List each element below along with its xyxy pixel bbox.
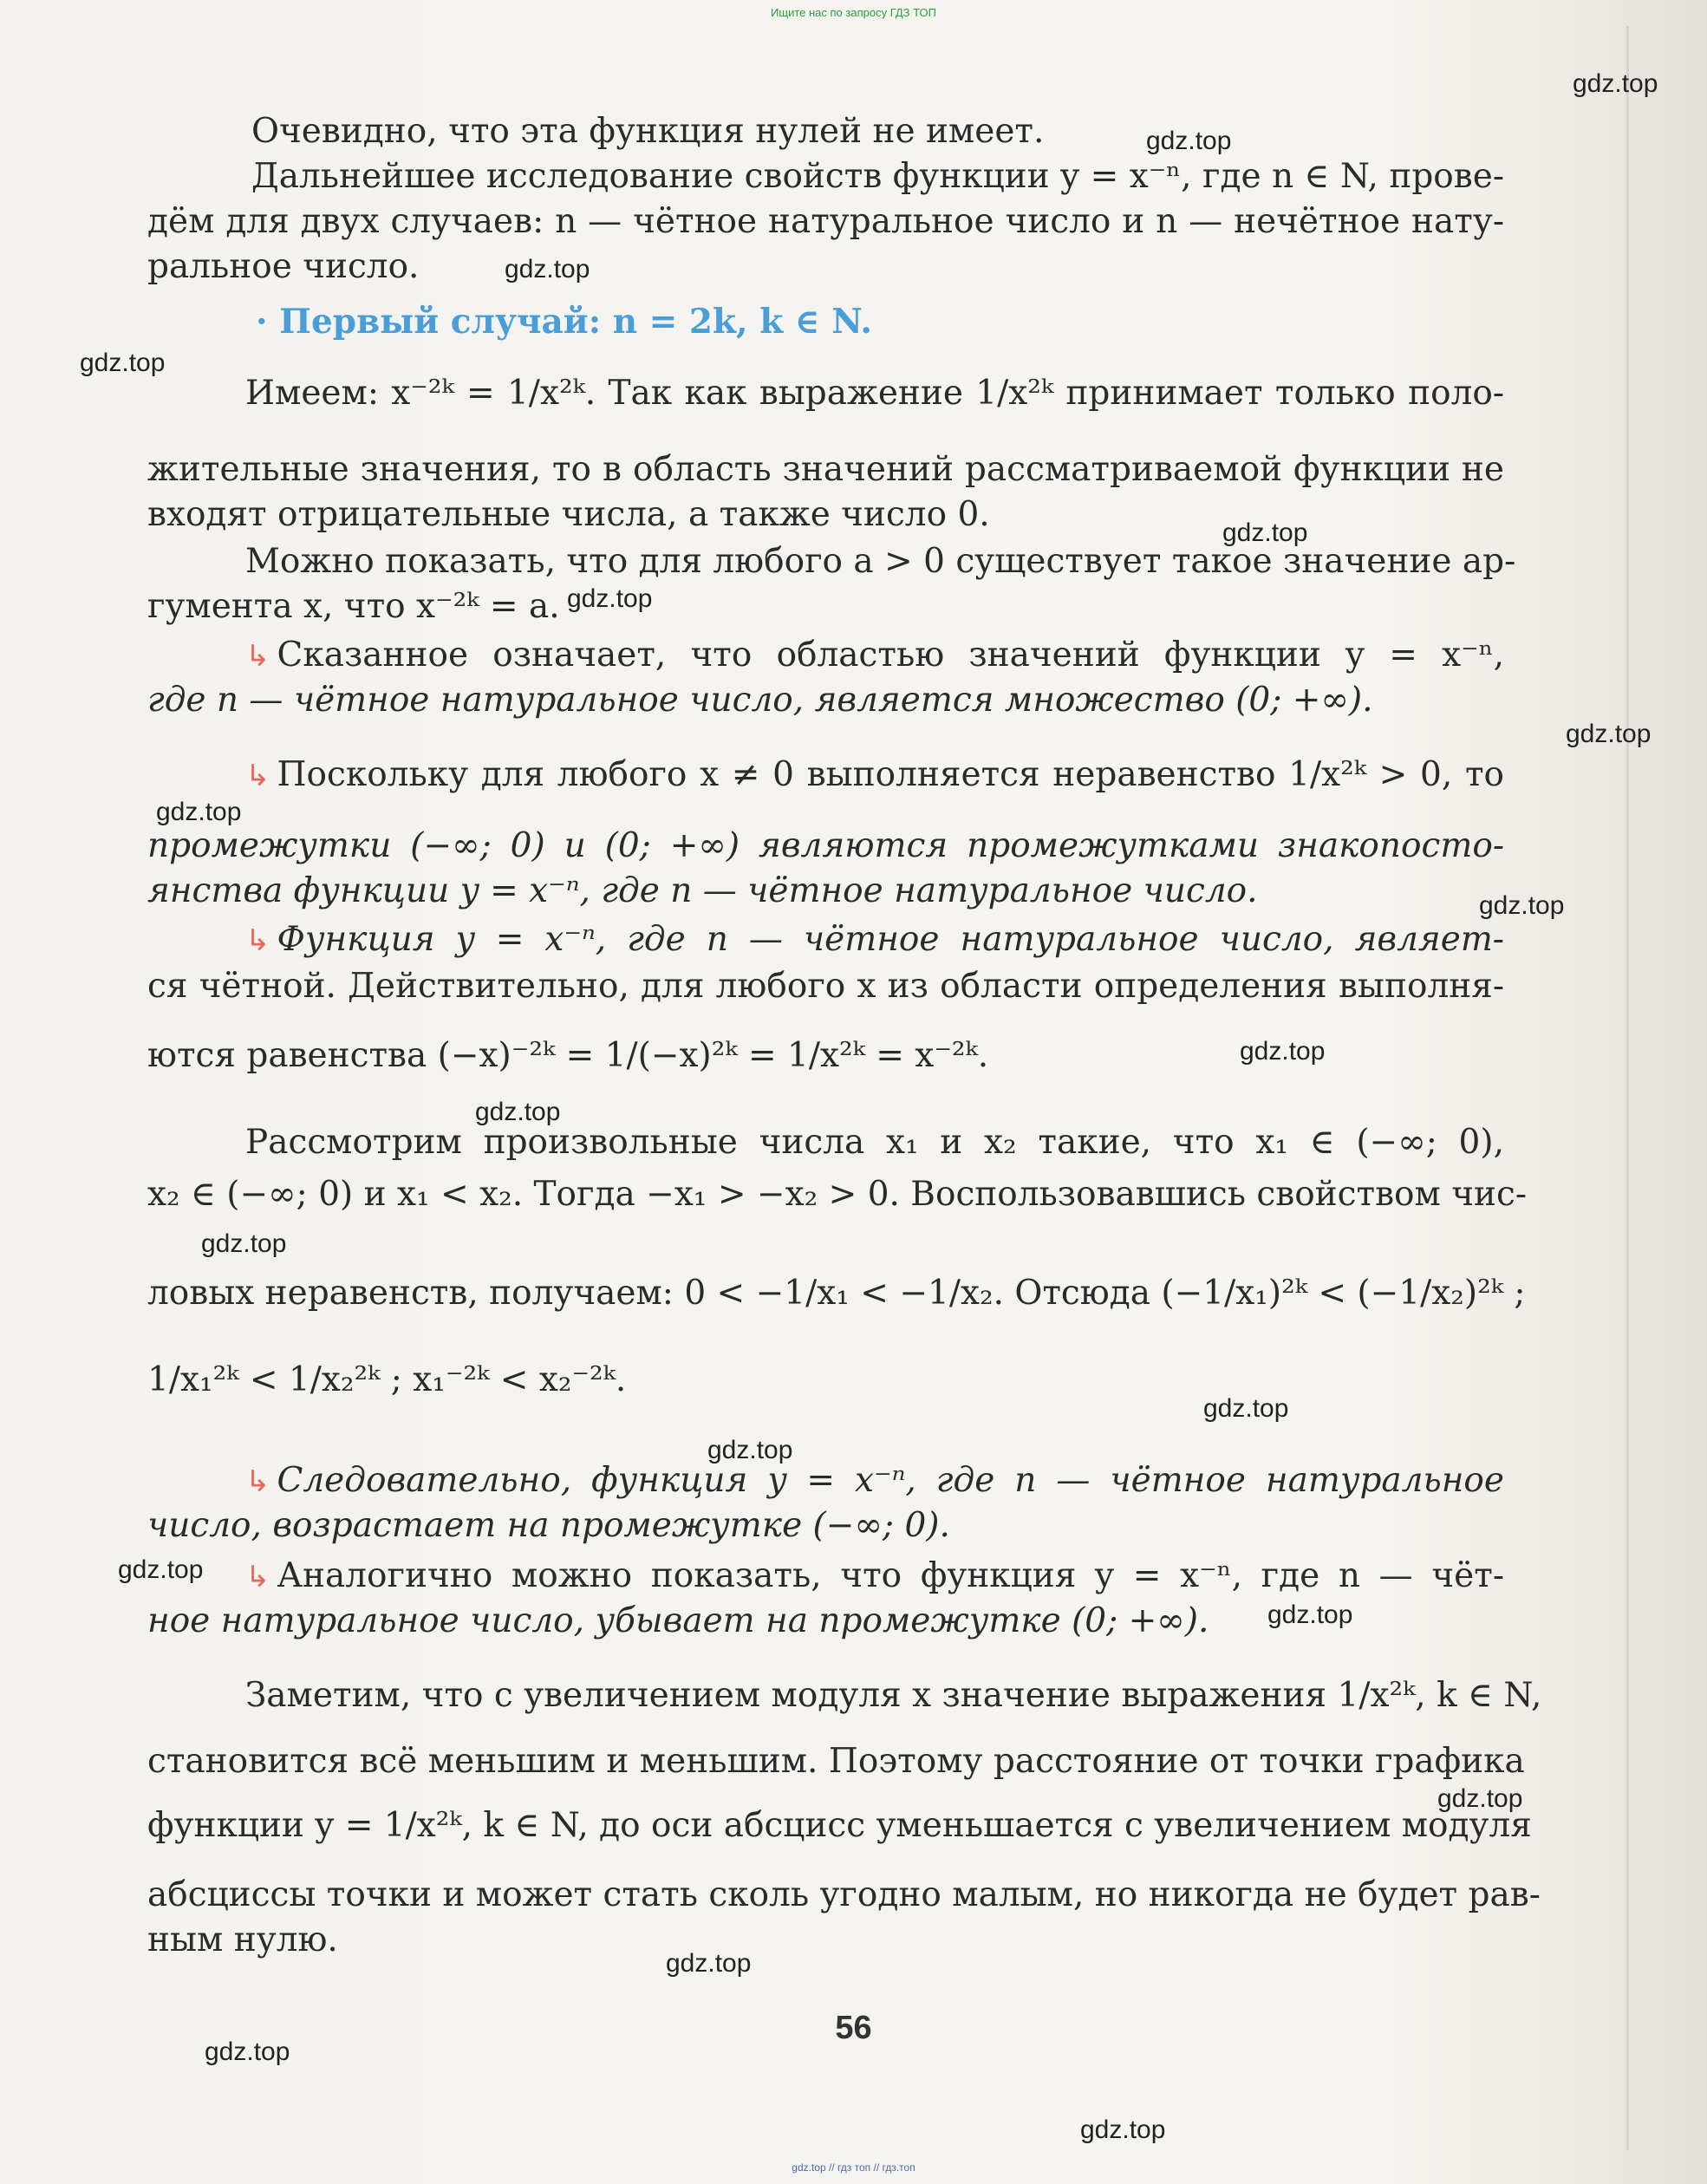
watermark: gdz.top [1437,1784,1523,1813]
text-line: становится всё меньшим и меньшим. Поэтому расстояние от точки графика [147,1742,1525,1781]
highlight-line: ↳ Аналогично можно показать, что функция y = x⁻ⁿ, где n — чёт- [245,1556,1504,1595]
text-line: ловых неравенств, получаем: 0 < −1/x₁ < −1/x₂. Отсюда (−1/x₁)²ᵏ < (−1/x₂)²ᵏ ; [147,1274,1526,1313]
text-line: входят отрицательные числа, а также число 0. [147,495,990,534]
watermark: gdz.top [666,1949,752,1978]
text-line: Имеем: x⁻²ᵏ = 1/x²ᵏ. Так как выражение 1/x²ᵏ принимает только поло- [245,374,1504,413]
watermark: gdz.top [1267,1601,1353,1629]
highlight-line: ↳ Поскольку для любого x ≠ 0 выполняется неравенство 1/x²ᵏ > 0, то [245,755,1504,794]
text-line: Дальнейшее исследование свойств функции y = x⁻ⁿ, где n ∈ N, прове- [251,157,1504,196]
watermark: gdz.top [1240,1037,1326,1066]
arrow-icon: ↳ [245,923,270,958]
watermark: gdz.top [205,2037,290,2066]
watermark: gdz.top [1080,2116,1166,2144]
text-line: ное натуральное число, убывает на промежутке (0; +∞). [147,1601,1209,1640]
text-line: абсциссы точки и может стать сколь угодно малым, но никогда не будет рав- [147,1875,1541,1914]
text-line: x₂ ∈ (−∞; 0) и x₁ < x₂. Тогда −x₁ > −x₂ > 0. Воспользовавшись свойством чис- [147,1175,1528,1214]
text-line: промежутки (−∞; 0) и (0; +∞) являются промежутками знакопосто- [147,826,1504,865]
arrow-icon: ↳ [245,1560,270,1594]
header-banner[interactable]: Ищите нас по запросу ГДЗ ТОП [771,6,936,19]
watermark: gdz.top [1566,720,1652,748]
arrow-icon: ↳ [245,639,270,674]
text-line: гумента x, что x⁻²ᵏ = a. [147,587,560,626]
text-line: ральное число. [147,247,420,286]
watermark: gdz.top [1146,127,1232,155]
text-line: функции y = 1/x²ᵏ, k ∈ N, до оси абсцисс уменьшается с увеличением модуля [147,1806,1532,1845]
watermark: gdz.top [1573,69,1658,98]
arrow-icon: ↳ [245,1464,270,1499]
text-line: где n — чётное натуральное число, является множество (0; +∞). [147,681,1373,720]
text-line: Рассмотрим произвольные числа x₁ и x₂ такие, что x₁ ∈ (−∞; 0), [245,1123,1504,1162]
text-line: ются равенства (−x)⁻²ᵏ = 1/(−x)²ᵏ = 1/x²ᵏ = x⁻²ᵏ. [147,1036,989,1075]
text-line: янства функции y = x⁻ⁿ, где n — чётное натуральное число. [147,871,1258,910]
watermark: gdz.top [201,1229,287,1258]
arrow-icon: ↳ [245,759,270,793]
highlight-line: ↳ Следовательно, функция y = x⁻ⁿ, где n — чётное натуральное [245,1461,1504,1500]
watermark: gdz.top [707,1436,793,1464]
watermark: gdz.top [1479,891,1565,920]
watermark: gdz.top [118,1555,204,1584]
watermark: gdz.top [156,798,242,826]
footer-banner[interactable]: gdz.top // гдз топ // гдз.топ [792,2161,915,2174]
text-line: жительные значения, то в область значений рассматриваемой функции не [147,450,1504,489]
watermark: gdz.top [475,1098,561,1126]
watermark: gdz.top [567,584,653,613]
watermark: gdz.top [505,255,590,284]
section-heading: · Первый случай: n = 2k, k ∈ N. [256,302,872,342]
text-line: 1/x₁²ᵏ < 1/x₂²ᵏ ; x₁⁻²ᵏ < x₂⁻²ᵏ. [147,1360,627,1399]
text-line: ным нулю. [147,1920,338,1959]
text-line: Очевидно, что эта функция нулей не имеет. [251,112,1045,151]
page-number: 56 [835,2010,872,2046]
text-line: дём для двух случаев: n — чётное натуральное число и n — нечётное нату- [147,202,1504,241]
text-line: Можно показать, что для любого a > 0 существует такое значение ар- [245,542,1516,581]
watermark: gdz.top [1222,518,1308,547]
highlight-line: ↳ Функция y = x⁻ⁿ, где n — чётное натуральное число, являет- [245,920,1504,959]
text-line: ся чётной. Действительно, для любого x из области определения выполня- [147,967,1504,1006]
page-edge [1626,26,1629,2150]
watermark: gdz.top [1203,1394,1289,1423]
text-line: Заметим, что с увеличением модуля x значение выражения 1/x²ᵏ, k ∈ N, [245,1676,1542,1715]
watermark: gdz.top [80,349,166,377]
highlight-line: ↳ Сказанное означает, что областью значений функции y = x⁻ⁿ, [245,636,1504,675]
text-line: число, возрастает на промежутке (−∞; 0). [147,1506,950,1545]
